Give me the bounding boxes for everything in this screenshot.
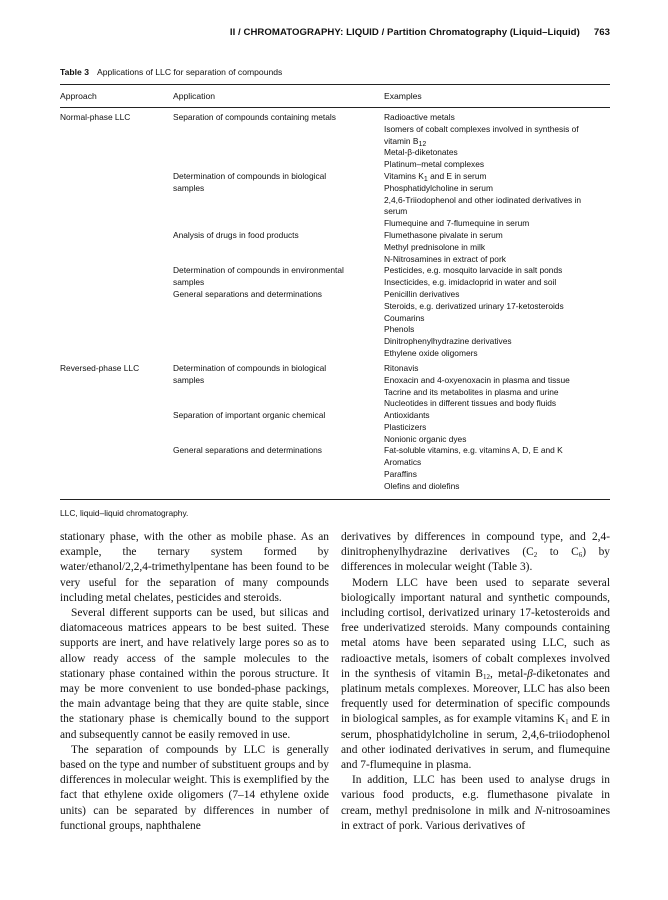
table-bottom-rule (60, 499, 610, 500)
paragraph: derivatives by differences in compound type, and 2,4-dinitrophenylhydrazine derivatives ($C_2$ to $C_6$) by differences in molecular weight (Table 3). (341, 531, 611, 574)
table-cell-examples: Penicillin derivatives Steroids, e.g. derivatized urinary 17-ketosteroids Coumarins Phenols Dinitrophenylhydrazine derivatives Ethylene oxide oligomers (384, 289, 564, 358)
table-footnote: LLC, liquid–liquid chromatography. (60, 508, 189, 518)
page-number: 763 (593, 27, 610, 38)
table-cell-application: Determination of compounds in biological samples (173, 363, 327, 385)
table-cell-examples: Antioxidants Plasticizers Nonionic organic dyes (384, 410, 467, 444)
table-cell-examples: Ritonavis Enoxacin and 4-oxyenoxacin in plasma and tissue Tacrine and its metabolites in plasma and urine Nucleotides in different tissues and body fluids (384, 363, 570, 409)
table-number: Table 3 (60, 67, 89, 77)
table-header-rule (60, 107, 610, 108)
running-title: II / CHROMATOGRAPHY: LIQUID / Partition Chromatography (Liquid–Liquid) (229, 27, 580, 38)
column-header-approach: Approach (60, 91, 97, 101)
column-header-examples: Examples (384, 91, 422, 101)
table-cell-examples: Pesticides, e.g. mosquito larvacide in salt ponds Insecticides, e.g. imidacloprid in water and soil (384, 265, 563, 288)
paragraph: Modern LLC have been used to separate several biologically important natural and synthetic compounds, including cortisol, derivatized urinary 17-ketosteroids and free underivatized steroids. Many compounds containing metal atoms have been separated using LLC, such as radioactive metals, isomers of cobalt complexes involved in the synthesis of vitamin $B_{12}$, metal-β-diketonates and platinum metals complexes. Moreover, LLC has also been frequently used for determination of specific compounds in biological samples, as for example vitamins $K_1$ and E in serum, phosphatidylcholine in serum, 2,4,6-triiodophenol and other iodinated derivatives in serum, and flumequine and 7-flumequine in plasma. (341, 576, 610, 772)
table-cell-examples: Vitamins $K_1$ and E in serum Phosphatidylcholine in serum 2,4,6-Triiodophenol and other iodinated derivatives in serum Flumequine and 7-flumequine in serum (384, 171, 582, 229)
table-cell-application: Separation of important organic chemical (173, 410, 326, 420)
table-caption-text: Applications of LLC for separation of compounds (96, 67, 283, 77)
paragraph: The separation of compounds by LLC is generally based on the type and number of substituent groups and by differences in molecular weight. This is exemplified by the fact that ethylene oxide oligomers (7–14 ethylene oxide units) can be separated by differences in number of functional groups, naphthalene (60, 743, 329, 832)
paragraph: stationary phase, with the other as mobile phase. As an example, the ternary system formed by water/ethanol/2,2,4-trimethylpentane has been found to be very useful for the separation of many compounds including metal chelates, pesticides and steroids. (60, 531, 329, 604)
table-top-rule (60, 84, 610, 85)
table-cell-application: Separation of compounds containing metals (173, 112, 336, 122)
table-cell-examples: Flumethasone pivalate in serum Methyl prednisolone in milk N-Nitrosamines in extract of pork (384, 230, 506, 264)
table-cell-application: General separations and determinations (173, 445, 322, 456)
body-column-right (341, 530, 610, 834)
table-cell-application: Determination of compounds in biological samples (173, 171, 327, 193)
table-cell-approach: Reversed-phase LLC (60, 363, 140, 373)
body-column-left (60, 530, 329, 834)
column-header-application: Application (173, 91, 216, 101)
paragraph: In addition, LLC has been used to analyse drugs in various food products, e.g. flumethasone pivalate in cream, methyl prednisolone in milk and N-nitrosoamines in extract of pork. Various derivatives of (341, 774, 610, 832)
table-cell-application: Determination of compounds in environmental samples (173, 265, 344, 288)
table-cell-examples: Radioactive metals Isomers of cobalt complexes involved in synthesis of vitamin $B_{12}$ Metal-β-diketonates Platinum–metal complexes (384, 112, 579, 170)
table-caption (60, 67, 282, 77)
table-cell-examples: Fat-soluble vitamins, e.g. vitamins A, D, E and K Aromatics Paraffins Olefins and diolefins (384, 445, 563, 491)
table-cell-approach: Normal-phase LLC (60, 112, 131, 122)
table-cell-application: General separations and determinations (173, 289, 322, 299)
paragraph: Several different supports can be used, but silicas and diatomaceous matrices appears to be best suited. These supports are inert, and have relatively large pores so as to allow ready access of the sample molecules to the stationary phase contained within the porous structure. It may be more convenient to use bonded-phase packings, the main advantage being that they are quite stable, since the stationary phase is chemically bound to the support and subsequently cannot be easily removed in use. (60, 607, 329, 741)
table-cell-application: Analysis of drugs in food products (173, 230, 299, 240)
running-header (60, 27, 610, 38)
